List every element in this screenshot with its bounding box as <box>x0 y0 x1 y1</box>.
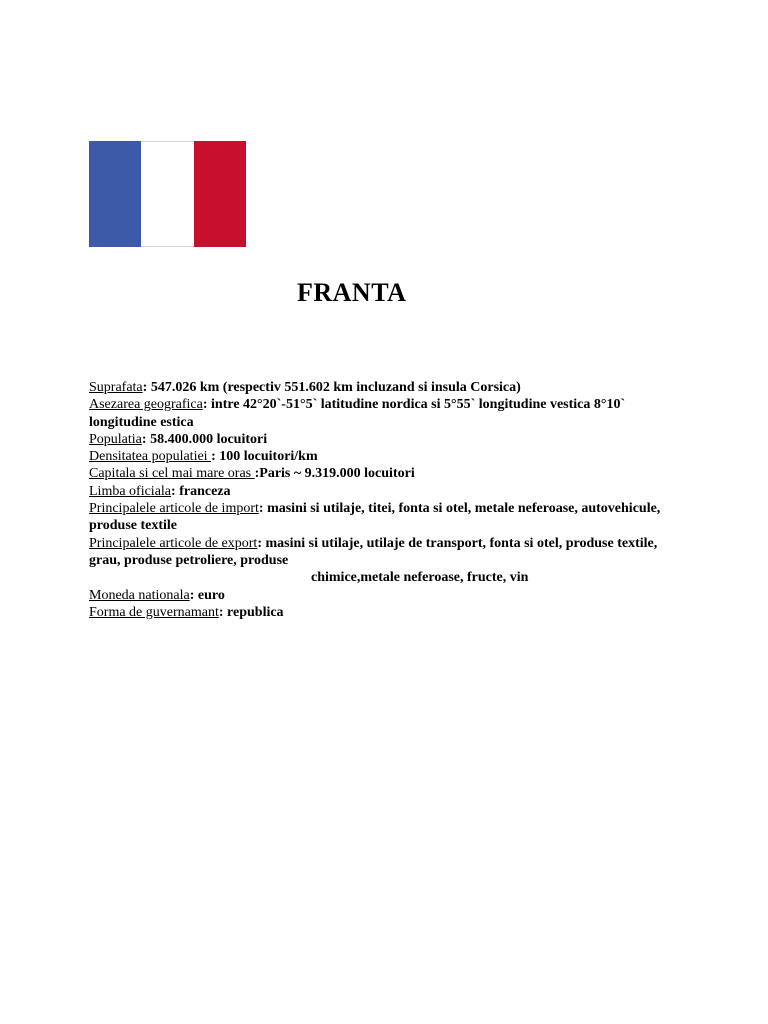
flag-red-stripe <box>194 141 246 247</box>
flag-blue-stripe <box>89 141 141 247</box>
fact-separator: : <box>218 604 224 620</box>
fact-value: 100 locuitori/km <box>215 449 318 465</box>
fact-value: masini si utilaje, titei, fonta si otel, metale neferoase, autovehicule, produse textile <box>89 501 661 534</box>
fact-label: Moneda nationala <box>89 587 190 603</box>
fact-capitala <box>89 465 679 482</box>
fact-label: Capitala si cel mai mare oras <box>89 466 255 482</box>
fact-value: intre 42°20`-51°5` latitudine nordica si 5°55` longitudine vestica 8°10` longitudine estica <box>89 397 626 430</box>
fact-separator: : <box>211 449 216 465</box>
fact-label: Populatia <box>89 431 142 447</box>
fact-label: Asezarea geografica <box>89 397 203 413</box>
france-flag-image <box>89 141 246 247</box>
fact-import <box>89 500 679 535</box>
flag-white-stripe <box>141 141 193 247</box>
fact-value: franceza <box>175 483 231 499</box>
fact-forma <box>89 604 679 621</box>
fact-separator: : <box>254 466 260 482</box>
fact-separator: : <box>142 380 148 395</box>
fact-moneda <box>89 587 679 604</box>
fact-separator: : <box>202 397 208 413</box>
fact-value: masini si utilaje, utilaje de transport, fonta si otel, produse textile, grau, produse petroliere, produse <box>89 535 658 568</box>
fact-value: 547.026 km (respectiv 551.602 km incluzand si insula Corsica) <box>147 380 521 395</box>
fact-separator: : <box>189 587 195 603</box>
fact-label: Suprafata <box>89 380 143 395</box>
fact-asezarea <box>89 396 679 431</box>
fact-value: euro <box>194 587 225 603</box>
fact-export <box>89 535 679 587</box>
page-title: FRANTA <box>297 278 407 307</box>
fact-value: 58.400.000 locuitori <box>146 431 268 447</box>
fact-label: Principalele articole de import <box>89 501 259 517</box>
fact-value: republica <box>223 604 284 620</box>
fact-value: Paris ~ 9.319.000 locuitori <box>259 466 415 482</box>
fact-label: Forma de guvernamant <box>89 604 219 620</box>
fact-label: Densitatea populatiei <box>89 449 212 465</box>
fact-limba <box>89 483 679 500</box>
fact-separator: : <box>257 535 262 551</box>
fact-populatia <box>89 431 679 448</box>
country-facts <box>89 379 679 621</box>
fact-densitatea <box>89 448 679 465</box>
fact-separator: : <box>258 501 264 517</box>
fact-suprafata <box>89 379 679 396</box>
fact-label: Principalele articole de export <box>89 535 258 551</box>
fact-label: Limba oficiala <box>89 483 172 499</box>
fact-separator: : <box>141 431 147 447</box>
fact-value-continuation: chimice,metale neferoase, fructe, vin <box>311 570 529 586</box>
fact-separator: : <box>171 483 176 499</box>
